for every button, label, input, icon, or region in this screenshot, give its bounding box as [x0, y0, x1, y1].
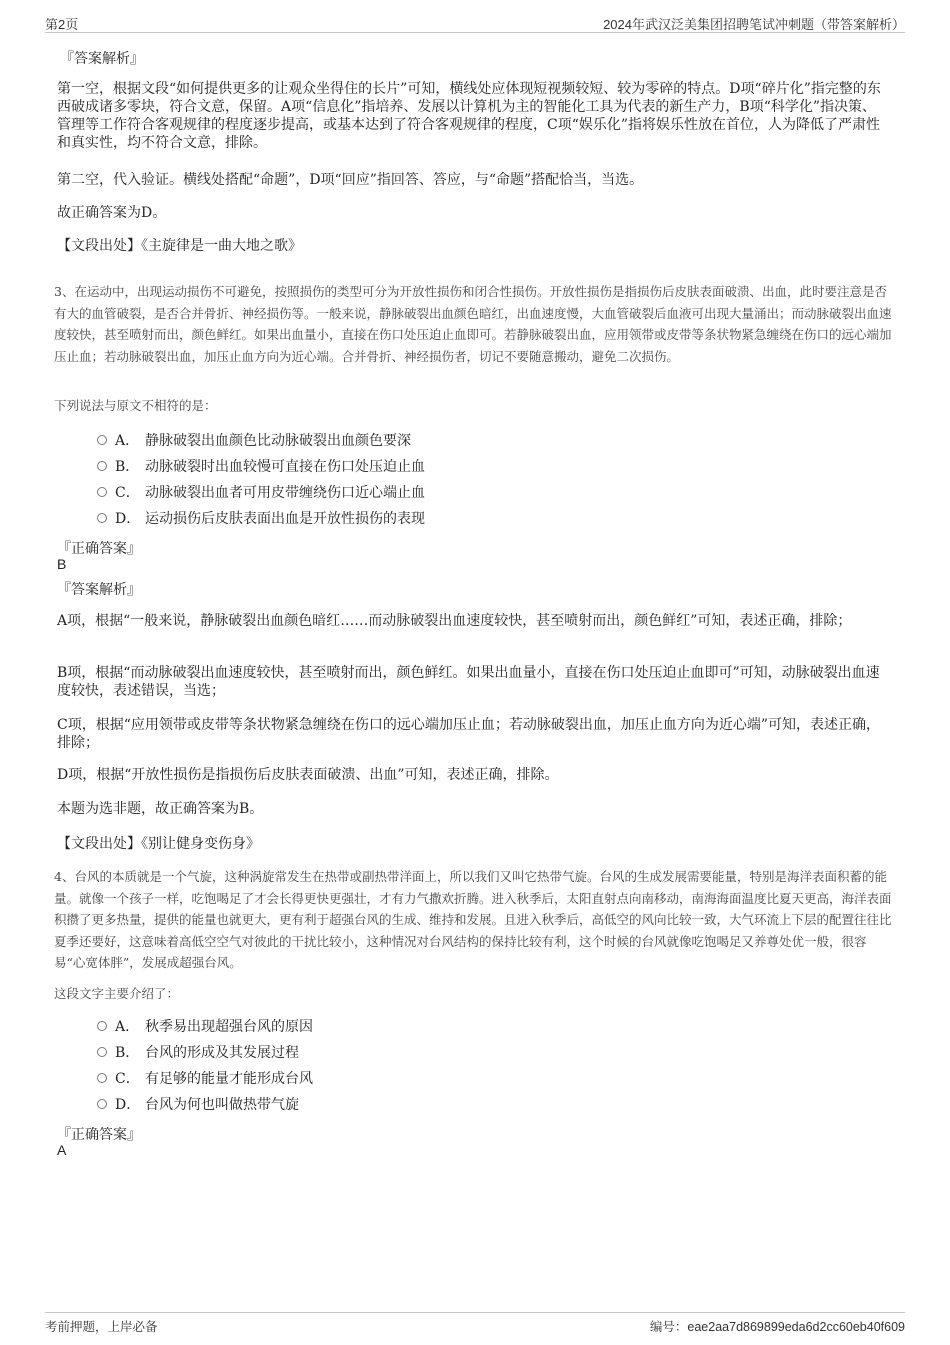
q4-passage: 4、台风的本质就是一个气旋，这种涡旋常发生在热带或副热带洋面上，所以我们又叫它热带气旋。台风的生成发展需要能量，特别是海洋表面积蓄的能量。就像一个孩子一样，吃饱喝足了才会长得更快更强壮，才有力气撒欢折腾。进入秋季后，太阳直射点向南移动，南海海面温度比夏天更高，海洋表面积攒了更多热量，提供的能量也就更大，更有利于超强台风的生成、维持和发展。且进入秋季后，高低空的风向比较一致，大气环流上下层的配置往往比夏季还要好，这意味着高低空空气对彼此的干扰比较小，这种情况对台风结构的保持比较有利，这个时候的台风就像吃饱喝足又养尊处优一般，很容易“心宽体胖”，发展成超强台风。 [54, 869, 892, 970]
q3-analysis-d: D项，根据“开放性损伤是指损伤后皮肤表面破溃、出血”可知，表述正确，排除。 [57, 767, 559, 783]
q3-option-d[interactable]: D． 运动损伤后皮肤表面出血是开放性损伤的表现 [97, 509, 425, 529]
q2-analysis-label: 『答案解析』 [60, 51, 144, 67]
radio-icon[interactable] [97, 435, 107, 445]
document-id: 编号：eae2aa7d869899eda6d2cc60eb40f609 [649, 1320, 905, 1334]
document-title: 2024年武汉泛美集团招聘笔试冲刺题（带答案解析） [603, 17, 905, 32]
q3-answer-label: 『正确答案』 [57, 541, 141, 557]
q4-option-a[interactable]: A． 秋季易出现超强台风的原因 [97, 1017, 313, 1037]
footer-slogan: 考前押题，上岸必备 [45, 1319, 158, 1334]
radio-icon[interactable] [97, 487, 107, 497]
q2-analysis-paragraph-1: 第一空，根据文段“如何提供更多的让观众坐得住的长片”可知，横线处应体现短视频较短、较为零碎的特点。D项“碎片化”指完整的东西破成诸多零块，符合文意，保留。A项“信息化”指培养、发展以计算机为主的智能化工具为代表的新生产力，B项“科学化”指决策、管理等工作符合客观规律的程度逐步提高，或基本达到了符合客观规律的程度，C项“娱乐化”指将娱乐性放在首位，人为降低了严肃性和真实性，均不符合文意，排除。 [57, 81, 881, 151]
q4-answer: A [57, 1142, 67, 1158]
q4-option-d[interactable]: D． 台风为何也叫做热带气旋 [97, 1095, 299, 1115]
q4-answer-label: 『正确答案』 [57, 1127, 141, 1143]
q3-conclusion: 本题为选非题，故正确答案为B。 [57, 801, 264, 817]
radio-icon[interactable] [97, 1047, 107, 1057]
q2-source: 【文段出处】《主旋律是一曲大地之歌》 [57, 238, 302, 254]
q3-answer: B [57, 556, 67, 572]
radio-icon[interactable] [97, 513, 107, 523]
q4-prompt: 这段文字主要介绍了： [54, 986, 180, 1001]
radio-icon[interactable] [97, 1099, 107, 1109]
q3-prompt: 下列说法与原文不相符的是： [54, 398, 217, 413]
q3-option-a[interactable]: A． 静脉破裂出血颜色比动脉破裂出血颜色要深 [97, 431, 411, 451]
q3-analysis-a: A项，根据“一般来说，静脉破裂出血颜色暗红……而动脉破裂出血速度较快，甚至喷射而出，颜色鲜红”可知，表述正确，排除； [57, 613, 852, 629]
q3-passage: 3、在运动中，出现运动损伤不可避免，按照损伤的类型可分为开放性损伤和闭合性损伤。开放性损伤是指损伤后皮肤表面破溃、出血，此时要注意是否有大的血管破裂，是否合并骨折、神经损伤等。一般来说，静脉破裂出血颜色暗红，出血速度慢，大血管破裂后血液可出现大量涌出；而动脉破裂出血速度较快，甚至喷射而出，颜色鲜红。如果出血量小，直接在伤口处压迫止血即可。若静脉破裂出血，应用领带或皮带等条状物紧急缠绕在伤口的远心端加压止血；若动脉破裂出血，加压止血方向为近心端。合并骨折、神经损伤者，切记不要随意搬动，避免二次损伤。 [54, 284, 892, 364]
q2-conclusion: 故正确答案为D。 [57, 205, 167, 221]
radio-icon[interactable] [97, 461, 107, 471]
q3-source: 【文段出处】《别让健身变伤身》 [57, 836, 260, 852]
q4-option-c[interactable]: C． 有足够的能量才能形成台风 [97, 1069, 313, 1089]
q2-analysis-paragraph-2: 第二空，代入验证。横线处搭配“命题”，D项“回应”指回答、答应，与“命题”搭配恰当，当选。 [57, 172, 644, 188]
q3-option-b[interactable]: B． 动脉破裂时出血较慢可直接在伤口处压迫止血 [97, 457, 425, 477]
radio-icon[interactable] [97, 1073, 107, 1083]
q3-analysis-c: C项，根据“应用领带或皮带等条状物紧急缠绕在伤口的远心端加压止血；若动脉破裂出血，加压止血方向为近心端”可知，表述正确，排除； [57, 717, 881, 751]
q3-analysis-b: B项，根据“而动脉破裂出血速度较快，甚至喷射而出，颜色鲜红。如果出血量小，直接在伤口处压迫止血即可”可知，动脉破裂出血速度较快，表述错误，当选； [57, 665, 880, 699]
page-footer [45, 1312, 905, 1335]
page-number: 第2页 [45, 17, 79, 32]
radio-icon[interactable] [97, 1021, 107, 1031]
q4-option-b[interactable]: B． 台风的形成及其发展过程 [97, 1043, 299, 1063]
q3-option-c[interactable]: C． 动脉破裂出血者可用皮带缠绕伤口近心端止血 [97, 483, 425, 503]
page-header [45, 14, 905, 33]
q3-analysis-label: 『答案解析』 [57, 582, 141, 598]
